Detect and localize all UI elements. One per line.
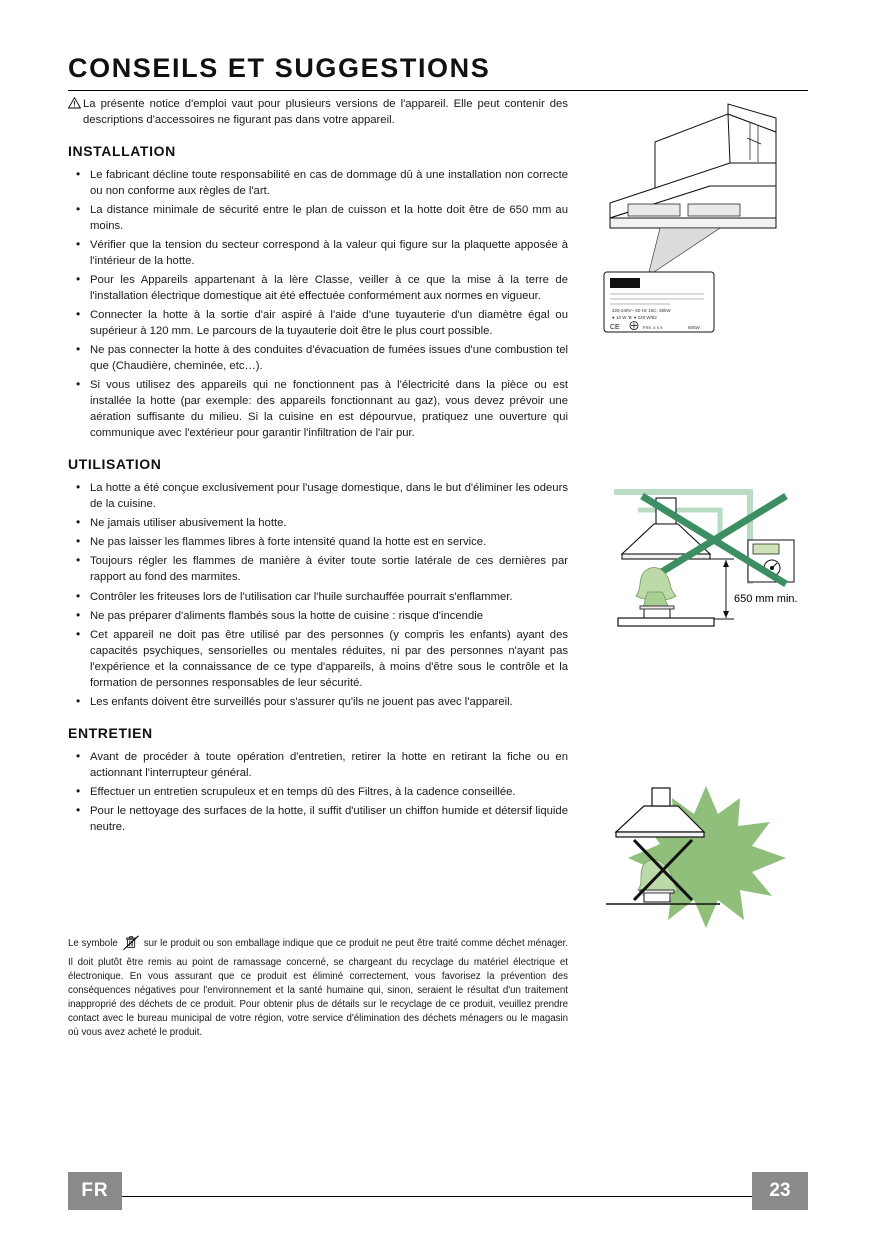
list-item: • Pour le nettoyage des surfaces de la hotte, il suffit d'utiliser un chiffon humide et détersif liquide neutre. — [68, 803, 568, 835]
list-item: • Vérifier que la tension du secteur correspond à la valeur qui figure sur la plaquette apposée à l'intérieur de la hotte. — [68, 237, 568, 269]
section-heading-entretien: ENTRETIEN — [68, 724, 153, 741]
list-item: • Si vous utilisez des appareils qui ne fonctionnent pas à l'électricité dans la pièce ou est installée la hotte (par exemple: des appareils fonctionnant au gaz), vous devez prévoir une aération suffisante du milieu. Si la cuisine en est dépourvue, pratiquez une ouverture qui communique avec l'extérieur pour garantir l'infiltration de l'air pur. — [68, 377, 568, 441]
svg-text:● 10 W 'B' ● 220 W/82: ● 10 W 'B' ● 220 W/82 — [612, 315, 657, 320]
list-item: • Avant de procéder à toute opération d'entretien, retirer la hotte en retirant la fiche ou en actionnant l'interrupteur général. — [68, 749, 568, 781]
list-item: • Pour les Appareils appartenant à la lère Classe, veiller à ce que la mise à la terre de l'installation électrique domestique ait été effectuée conformément aux normes en vigueur. — [68, 272, 568, 304]
notice-text: La présente notice d'emploi vaut pour plusieurs versions de l'appareil. Elle peut contenir des descriptions d'accessoires ne figurant pas dans votre appareil. — [83, 98, 568, 127]
list-item: • Connecter la hotte à la sortie d'air aspiré à l'aide d'une tuyauterie d'un diamètre égal ou supérieur à 120 mm. Le parcours de la tuyauterie doit être le plus court possible. — [68, 307, 568, 339]
section-heading-utilisation: UTILISATION — [68, 456, 162, 473]
footnote-lead: Le symbole — [68, 938, 118, 949]
svg-text:Fmr. x x x: Fmr. x x x — [643, 325, 663, 330]
section-list-entretien — [68, 749, 568, 835]
list-item: • La hotte a été conçue exclusivement pour l'usage domestique, dans le but d'éliminer les odeurs de la cuisine. — [68, 480, 568, 512]
notice-block — [68, 96, 568, 128]
section-heading-installation: INSTALLATION — [68, 143, 176, 160]
weee-footnote — [68, 935, 568, 1040]
section-list-installation — [68, 167, 568, 442]
footer-divider — [68, 1196, 808, 1197]
title-block — [68, 54, 808, 91]
section-list-utilisation — [68, 480, 568, 709]
list-item: • Ne pas connecter la hotte à des conduites d'évacuation de fumées issues d'une combustion tel que (Chaudière, cheminée, etc…). — [68, 342, 568, 374]
range-hood-illustration — [600, 100, 810, 365]
title-divider — [68, 90, 808, 91]
list-item: • Ne jamais utiliser abusivement la hotte. — [68, 515, 568, 531]
svg-text:605W: 605W — [688, 325, 700, 330]
footer-language-badge: FR — [68, 1172, 122, 1210]
list-item: • Contrôler les friteuses lors de l'utilisation car l'huile surchauffée pourrait s'enflammer. — [68, 589, 568, 605]
list-item: • Effectuer un entretien scrupuleux et en temps dû des Filtres, à la cadence conseillée. — [68, 784, 568, 800]
minimum-clearance-illustration — [600, 480, 810, 665]
svg-text:CE: CE — [610, 324, 620, 331]
footnote-body: sur le produit ou son emballage indique que ce produit ne peut être traité comme déchet ménager. Il doit plutôt être remis au point de ramassage concerné, se chargeant du recyclage du matériel électrique et électronique. En vous assurant que ce produit est éliminé correctement, vous favorisez la prévention des conséquences négatives pour l'environnement et la santé humaine qui, sinon, seraient le résultat d'un traitement inapproprié des déchets de ce produit. Pour obtenir plus de détails sur le recyclage de ce produit, veuillez prendre contact avec le bureau municipal de votre région, votre service d'élimination des déchets ménagers ou le magasin où vous avez acheté le produit. — [68, 938, 568, 1039]
warning-triangle-icon — [68, 97, 81, 114]
list-item: • Ne pas laisser les flammes libres à forte intensité quand la hotte est en service. — [68, 534, 568, 550]
footer-page-number: 23 — [752, 1172, 808, 1210]
list-item: • Ne pas préparer d'aliments flambés sous la hotte de cuisine : risque d'incendie — [68, 608, 568, 624]
svg-text:220-240V~ 50 Hz 15C, 50kW: 220-240V~ 50 Hz 15C, 50kW — [612, 308, 671, 313]
list-item: • Toujours régler les flammes de manière à éviter toute sortie latérale de ces dernières par rapport au fond des marmites. — [68, 553, 568, 585]
list-item: • Les enfants doivent être surveillés pour s'assurer qu'ils ne jouent pas avec l'appareil. — [68, 694, 568, 710]
main-text-column — [68, 96, 568, 838]
crossed-out-wheelie-bin-icon — [121, 935, 141, 956]
list-item: • Cet appareil ne doit pas être utilisé par des personnes (y compris les enfants) ayant des capacités psychiques, sensorielles ou mentales réduites, ni par des personnes n'ayant pas l'expérience et la connaissance de ce type d'appareils, à moins d'être sous le contrôle et la formation de personnes responsables de leur sécurité. — [68, 627, 568, 691]
clearance-caption: 650 mm min. — [734, 593, 798, 605]
list-item: • Le fabricant décline toute responsabilité en cas de dommage dû à une installation non correcte ou non conforme aux règles de l'art. — [68, 167, 568, 199]
page-title: CONSEILS ET SUGGESTIONS — [68, 53, 491, 83]
no-open-flame-illustration — [600, 780, 810, 935]
list-item: • La distance minimale de sécurité entre le plan de cuisson et la hotte doit être de 650 mm au moins. — [68, 202, 568, 234]
